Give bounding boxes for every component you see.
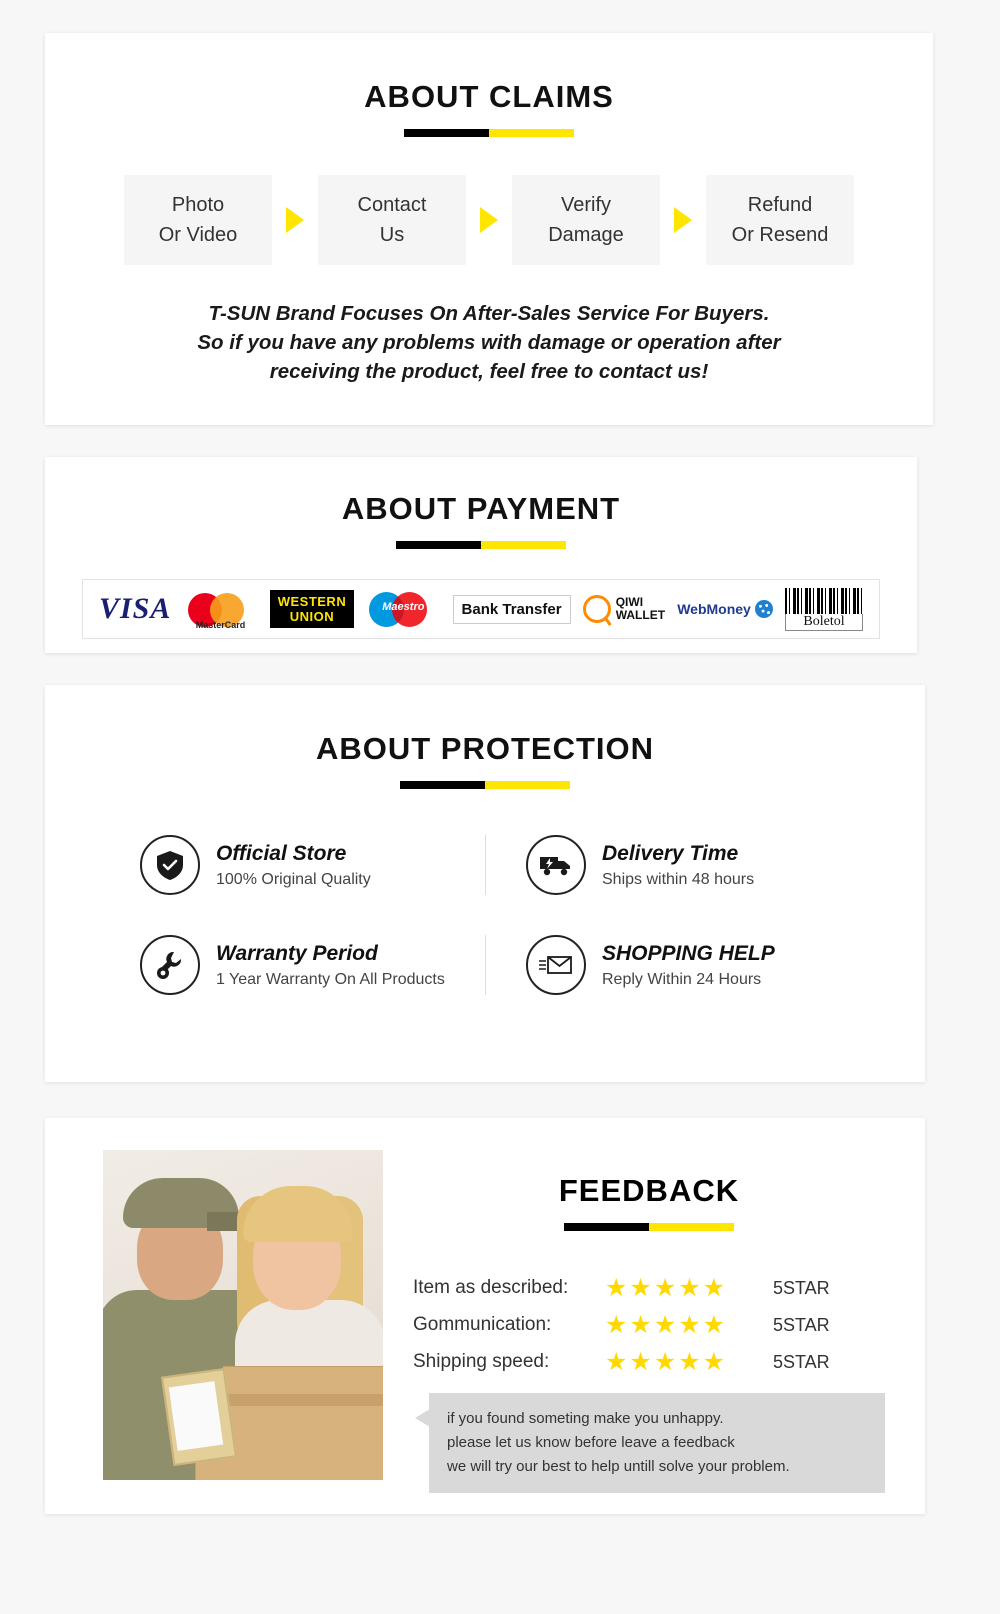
webmoney-icon [671, 587, 779, 631]
feedback-note-bubble [429, 1393, 885, 1493]
photo-clipboard-paper [169, 1381, 223, 1451]
payment-title-rule [396, 541, 566, 549]
qiwi-q-mark [583, 595, 611, 623]
feedback-section [45, 1118, 925, 1514]
delivery-truck-icon [526, 835, 586, 895]
step-line1: Contact [357, 194, 427, 216]
rating-label: Shipping speed: [413, 1351, 550, 1372]
step-line2: Or Video [158, 224, 238, 246]
claims-steps [45, 175, 933, 265]
rating-value: 5STAR [773, 1277, 830, 1298]
protection-item-title: Warranty Period [216, 941, 378, 965]
feedback-title: FEEDBACK [558, 1173, 740, 1208]
step-line2: Or Resend [731, 224, 829, 246]
webmoney-label: WebMoney [677, 601, 751, 617]
protection-item-title: SHOPPING HELP [602, 941, 775, 965]
rating-stars: ★★★★★ [605, 1311, 728, 1339]
feedback-ratings [413, 1273, 885, 1377]
protection-title-rule [400, 781, 570, 789]
maestro-icon [360, 587, 446, 631]
rule-black [564, 1223, 649, 1231]
western-union-label-2: UNION [289, 609, 335, 624]
visa-label: VISA [99, 592, 172, 625]
boleto-icon [779, 587, 869, 631]
western-union-label-1: WESTERN [277, 594, 347, 609]
bubble-line2: please let us know before leave a feedback [447, 1434, 735, 1451]
claims-note [45, 299, 933, 386]
protection-item-desc: Ships within 48 hours [602, 870, 755, 888]
mastercard-icon [178, 587, 264, 631]
rating-stars: ★★★★★ [605, 1274, 728, 1302]
protection-item-title: Delivery Time [602, 841, 739, 865]
delivery-photo [103, 1150, 383, 1480]
arrow-right-icon [286, 207, 304, 233]
claim-step-verify-damage [512, 175, 660, 265]
rule-yellow [481, 541, 566, 549]
arrow-right-icon [674, 207, 692, 233]
western-union-icon [264, 587, 361, 631]
protection-item-shopping-help [485, 935, 925, 995]
bank-transfer-label: Bank Transfer [453, 595, 571, 624]
claim-step-photo-or-video [124, 175, 272, 265]
about-protection-section [45, 685, 925, 1082]
rule-black [400, 781, 485, 789]
bank-transfer-icon [447, 587, 577, 631]
claim-step-refund-or-resend [706, 175, 854, 265]
step-line1: Photo [171, 194, 225, 216]
maestro-label: Maestro [382, 601, 425, 613]
arrow-right-icon [480, 207, 498, 233]
envelope-icon [526, 935, 586, 995]
claims-note-line3: receiving the product, feel free to contact us! [269, 360, 709, 383]
protection-item-official-store [45, 835, 485, 895]
protection-item-desc: 1 Year Warranty On All Products [216, 970, 445, 988]
rating-stars: ★★★★★ [605, 1348, 728, 1376]
payment-title: ABOUT PAYMENT [341, 491, 621, 526]
bubble-line1: if you found someting make you unhappy. [447, 1410, 724, 1427]
rule-yellow [485, 781, 570, 789]
rule-black [404, 129, 489, 137]
bubble-line3: we will try our best to help untill solve your problem. [447, 1458, 790, 1475]
feedback-title-rule [564, 1223, 734, 1231]
rating-row [413, 1310, 885, 1340]
rule-yellow [649, 1223, 734, 1231]
claims-title-rule [404, 129, 574, 137]
boleto-label: Boletol [785, 614, 863, 631]
protection-title: ABOUT PROTECTION [315, 731, 655, 766]
payment-methods-strip [82, 579, 880, 639]
rule-black [396, 541, 481, 549]
about-claims-section [45, 33, 933, 425]
rating-value: 5STAR [773, 1314, 830, 1335]
claim-step-contact-us [318, 175, 466, 265]
rating-row [413, 1273, 885, 1303]
rating-row [413, 1347, 885, 1377]
step-line1: Verify [560, 194, 612, 216]
about-payment-section [45, 457, 917, 653]
protection-item-warranty-period [45, 935, 485, 995]
claims-note-line1: T-SUN Brand Focuses On After-Sales Service For Buyers. [208, 302, 770, 325]
protection-item-desc: 100% Original Quality [216, 870, 371, 888]
rating-value: 5STAR [773, 1351, 830, 1372]
barcode-icon [785, 588, 863, 614]
webmoney-globe-icon [755, 600, 773, 618]
claims-note-line2: So if you have any problems with damage or operation after [197, 331, 781, 354]
rating-label: Gommunication: [413, 1314, 552, 1335]
protection-items [45, 835, 925, 995]
rating-label: Item as described: [413, 1277, 569, 1298]
rule-yellow [489, 129, 574, 137]
visa-icon [93, 587, 177, 631]
step-line2: Us [379, 224, 405, 246]
protection-item-delivery-time [485, 835, 925, 895]
step-line2: Damage [548, 224, 624, 246]
claims-title: ABOUT CLAIMS [364, 79, 614, 114]
shield-icon [140, 835, 200, 895]
qiwi-wallet-icon [577, 587, 671, 631]
qiwi-label-2: WALLET [615, 608, 666, 622]
protection-item-desc: Reply Within 24 Hours [602, 970, 762, 988]
step-line1: Refund [747, 194, 813, 216]
mastercard-label: MasterCard [195, 620, 246, 630]
qiwi-label-1: QIWI [615, 595, 644, 609]
wrench-gear-icon [140, 935, 200, 995]
protection-item-title: Official Store [216, 841, 347, 865]
